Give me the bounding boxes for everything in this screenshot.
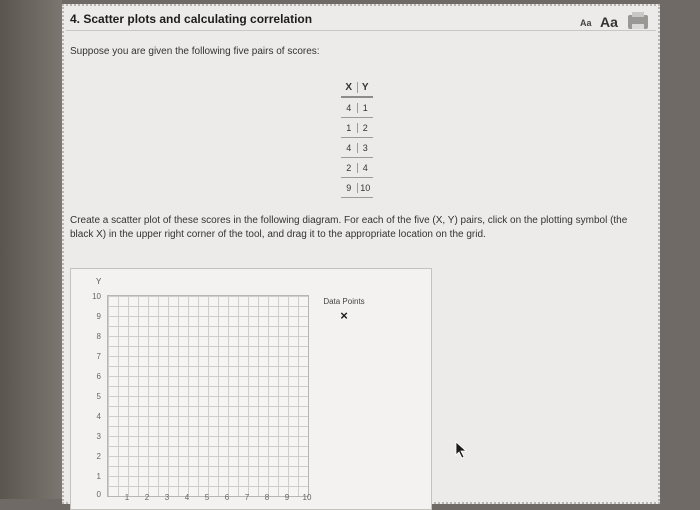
y-tick-label: 0 — [96, 490, 101, 499]
table-row — [341, 138, 373, 158]
scores-table — [341, 78, 373, 198]
plotting-symbol-x-icon[interactable]: × — [340, 308, 348, 323]
table-cell-y: 4 — [362, 162, 368, 173]
table-cell-y: 2 — [362, 122, 368, 133]
scores-table-header — [341, 78, 373, 98]
title-divider — [66, 30, 656, 31]
table-cell-x: 4 — [341, 143, 358, 153]
y-tick-label: 8 — [96, 332, 101, 341]
question-panel — [62, 4, 660, 504]
x-tick-label: 7 — [244, 493, 250, 502]
table-row — [341, 178, 373, 198]
y-tick-label: 2 — [96, 452, 101, 461]
table-cell-x: 4 — [341, 103, 358, 113]
table-cell-x: 1 — [341, 123, 358, 133]
table-cell-x: 2 — [341, 163, 358, 173]
y-tick-label: 7 — [96, 352, 101, 361]
x-tick-label: 3 — [164, 493, 170, 502]
mouse-cursor-icon — [455, 441, 469, 459]
table-cell-y: 10 — [360, 182, 371, 193]
text-size-small-button[interactable]: Aa — [580, 18, 592, 28]
plot-grid[interactable] — [107, 295, 309, 497]
x-tick-label: 4 — [184, 493, 190, 502]
y-tick-label: 5 — [96, 392, 101, 401]
x-tick-label: 6 — [224, 493, 230, 502]
table-row — [341, 118, 373, 138]
y-axis-label: Y — [96, 277, 102, 286]
table-cell-y: 3 — [362, 142, 368, 153]
y-tick-label: 9 — [96, 312, 101, 321]
print-icon[interactable] — [628, 15, 648, 29]
y-tick-label: 10 — [92, 292, 101, 301]
column-header-x: X — [341, 82, 358, 93]
x-tick-label: 9 — [284, 493, 290, 502]
question-title: 4. Scatter plots and calculating correlation — [70, 12, 313, 26]
table-row — [341, 98, 373, 118]
x-tick-label: 1 — [124, 493, 130, 502]
y-tick-label: 4 — [96, 412, 101, 421]
table-row — [341, 158, 373, 178]
data-points-palette — [315, 297, 373, 327]
background-edge — [0, 0, 62, 499]
data-points-label: Data Points — [323, 297, 365, 306]
text-size-large-button[interactable]: Aa — [600, 14, 618, 30]
table-cell-x: 9 — [341, 183, 358, 193]
table-cell-y: 1 — [362, 102, 368, 113]
scatter-plot-tool — [70, 268, 432, 510]
y-tick-label: 6 — [96, 372, 101, 381]
x-tick-label: 2 — [144, 493, 150, 502]
question-intro: Suppose you are given the following five pairs of scores: — [70, 46, 320, 57]
y-tick-label: 3 — [96, 432, 101, 441]
question-instructions: Create a scatter plot of these scores in the following diagram. For each of the five (X, Y) pairs, click on the plotting symbol (the black X) in the upper right corner of the tool, and drag it to the appropriate location on the grid. — [70, 215, 628, 240]
x-tick-label: 10 — [302, 493, 312, 502]
x-tick-label: 5 — [204, 493, 210, 502]
column-header-y: Y — [361, 81, 369, 93]
y-tick-label: 1 — [96, 472, 101, 481]
x-tick-label: 8 — [264, 493, 270, 502]
